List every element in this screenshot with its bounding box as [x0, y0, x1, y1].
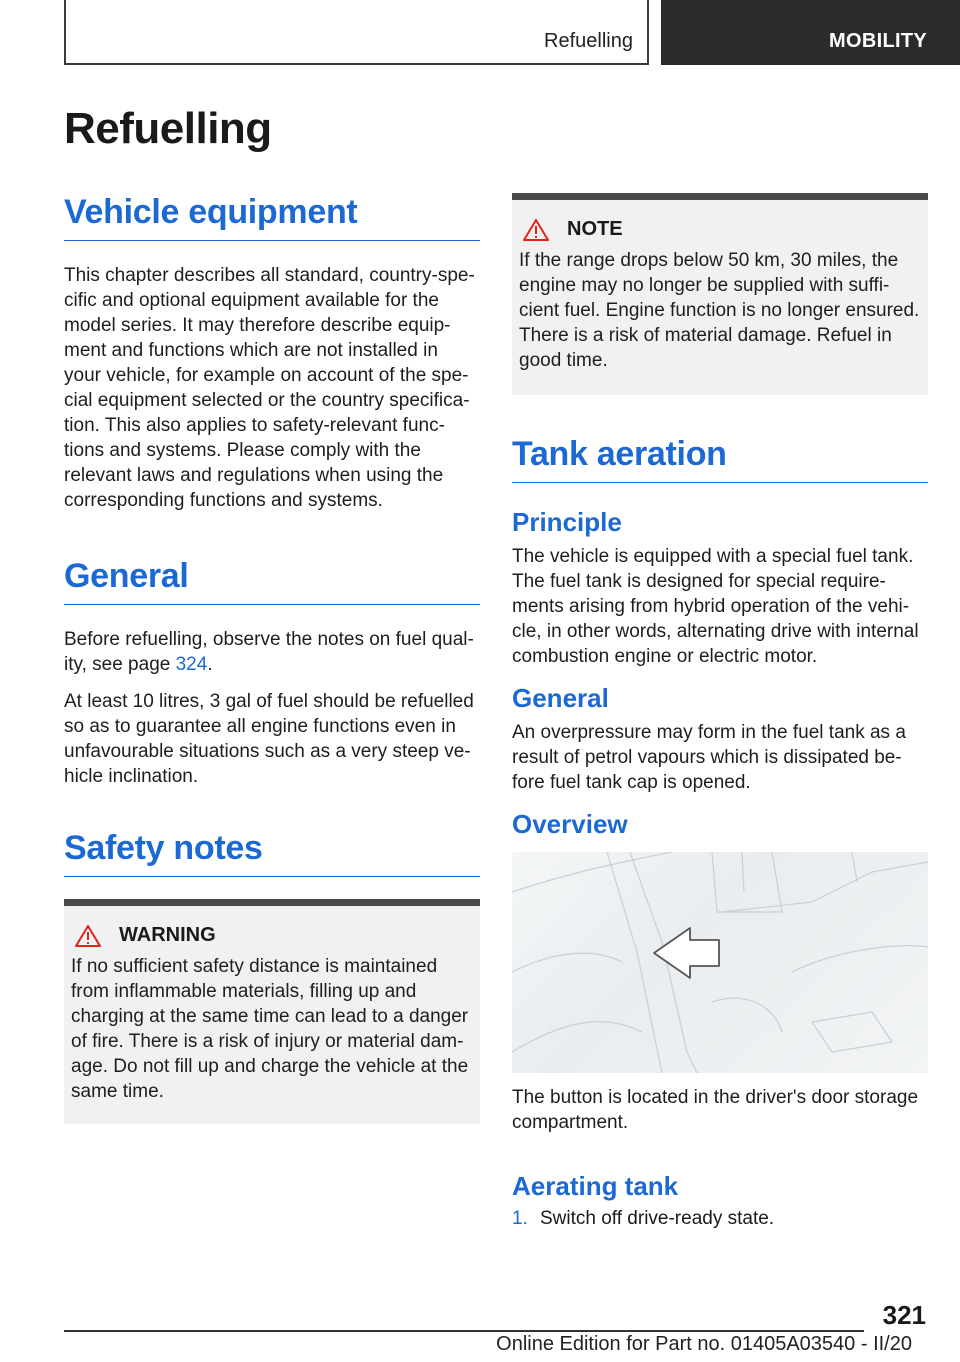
- general-section: [64, 557, 480, 789]
- general-para-1: [64, 627, 480, 677]
- right-column: [512, 193, 928, 1231]
- vehicle-equipment-heading: Vehicle equipment: [64, 193, 480, 241]
- principle-text: The vehicle is equipped with a special fuel tank. The fuel tank is designed for special require‐ments arising from hybrid operation of the vehi‐cle, in other words, alternating drive with internal combustion engine or electric motor.: [512, 546, 919, 667]
- page-title: Refuelling: [64, 104, 272, 153]
- tank-aeration-heading: Tank aeration: [512, 435, 928, 483]
- warning-header: [71, 924, 472, 947]
- note-text: If the range drops below 50 km, 30 miles, the engine may no longer be supplied with suffi‐cient fuel. Engine function is no longer ensured. There is a risk of material damage. Refuel in good time.: [519, 250, 920, 371]
- footer-edition: Online Edition for Part no. 01405A03540 - II/20: [496, 1333, 912, 1355]
- warning-triangle-icon: [523, 219, 549, 241]
- left-column: [64, 193, 480, 1124]
- page-number: 321: [882, 1300, 926, 1330]
- header-chapter-box: [661, 0, 960, 65]
- warning-label: WARNING: [119, 924, 216, 946]
- safety-notes-heading: Safety notes: [64, 829, 480, 877]
- warning-triangle-icon: [75, 925, 101, 947]
- general-para-1-text: Before refuelling, observe the notes on fuel qual‐ity, see page: [64, 629, 474, 675]
- overview-caption: The button is located in the driver's door storage compartment.: [512, 1087, 919, 1133]
- overview-figure: [512, 852, 928, 1073]
- door-storage-illustration: [512, 852, 928, 1073]
- warning-box: [64, 899, 480, 1124]
- tank-general-text: An overpressure may form in the fuel tank as a result of petrol vapours which is dissipated be‐fore fuel tank cap is opened.: [512, 722, 906, 793]
- principle-heading: Principle: [512, 507, 622, 537]
- step-item: [512, 1206, 928, 1231]
- tank-general-heading: General: [512, 683, 609, 713]
- vehicle-equipment-text: This chapter describes all standard, country-spe‐cific and optional equipment available for the model series. It may therefore describe equip‐ment and functions which are not installed in your vehicle, for example on account of the spe‐cial equipment selected or the country specifica‐tion. This also applies to safety-relevant func‐tions and systems. Please comply with the relevant laws and regulations when using the corresponding functions and systems.: [64, 265, 475, 511]
- note-label: NOTE: [567, 218, 623, 240]
- general-para-2: At least 10 litres, 3 gal of fuel should be refuelled so as to guarantee all engine functions even in unfavourable situations such as a very steep ve‐hicle inclination.: [64, 691, 474, 787]
- footer-divider: [64, 1330, 864, 1332]
- general-heading: General: [64, 557, 480, 605]
- note-header: [519, 218, 920, 241]
- safety-notes-section: [64, 829, 480, 1124]
- step-text: Switch off drive-ready state.: [540, 1208, 775, 1229]
- header-chapter-label: MOBILITY: [829, 30, 927, 52]
- tank-aeration-section: [512, 435, 928, 1231]
- pointer-arrow-icon: [654, 928, 719, 978]
- header-section-title: Refuelling: [544, 30, 633, 52]
- page-reference-link[interactable]: 324: [175, 654, 208, 675]
- step-number: 1.: [512, 1208, 528, 1229]
- overview-heading: Overview: [512, 809, 628, 839]
- vehicle-equipment-section: [64, 193, 480, 513]
- general-para-1-end: .: [207, 654, 213, 675]
- aerating-heading: Aerating tank: [512, 1171, 679, 1201]
- warning-text: If no sufficient safety distance is maintained from inflammable materials, filling up and charging at the same time can lead to a danger of fire. There is a risk of injury or material dam‐age. Do not fill up and charge the vehicle at the same time.: [71, 956, 469, 1102]
- note-box: [512, 193, 928, 395]
